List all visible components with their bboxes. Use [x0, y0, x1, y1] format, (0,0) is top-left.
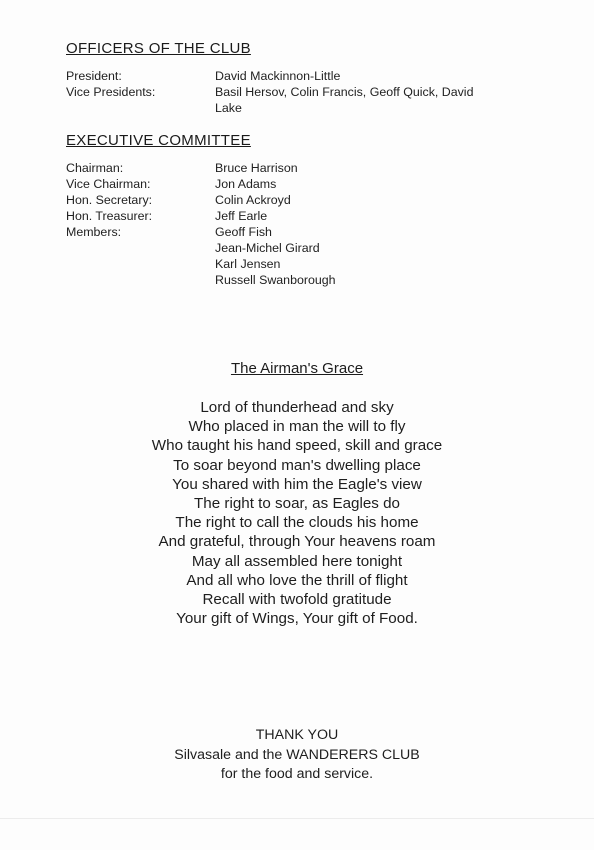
poem-line: Your gift of Wings, Your gift of Food. [176, 610, 418, 628]
committee-row [66, 272, 485, 288]
committee-label: Members: [66, 225, 122, 239]
poem-line: You shared with him the Eagle's view [172, 475, 422, 493]
officer-label: Vice Presidents: [66, 85, 156, 99]
grace-title: The Airman's Grace [230, 360, 364, 377]
poem-line: The right to call the clouds his home [175, 514, 419, 532]
page-edge-divider [0, 818, 594, 819]
poem-line: Recall with twofold gratitude [202, 590, 392, 608]
executive-heading: EXECUTIVE COMMITTEE [66, 132, 251, 149]
committee-label: Hon. Secretary: [66, 193, 153, 207]
poem-line: And grateful, through Your heavens roam [158, 533, 436, 551]
committee-value: Jon Adams [215, 177, 277, 191]
committee-value: Bruce Harrison [215, 161, 298, 175]
officers-section [66, 40, 485, 116]
thanks-line: Silvasale and the WANDERERS CLUB [174, 746, 420, 763]
committee-value: Karl Jensen [215, 257, 281, 271]
committee-row [66, 160, 485, 176]
poem-line: To soar beyond man's dwelling place [173, 456, 421, 474]
committee-value: Jean-Michel Girard [215, 241, 320, 255]
grace-poem [0, 398, 594, 628]
committee-value: Geoff Fish [215, 225, 272, 239]
poem-line: May all assembled here tonight [191, 552, 403, 570]
committee-row [66, 256, 485, 272]
poem-line: Who taught his hand speed, skill and grace [151, 437, 443, 455]
committee-row [66, 208, 485, 224]
poem-line: And all who love the thrill of flight [186, 571, 408, 589]
committee-row [66, 240, 485, 256]
poem-line: Who placed in man the will to fly [188, 418, 406, 436]
executive-section [66, 132, 485, 288]
poem-line: Lord of thunderhead and sky [200, 399, 394, 416]
committee-row [66, 176, 485, 192]
committee-label: Vice Chairman: [66, 177, 151, 191]
officer-row-president [66, 68, 485, 84]
committee-label [66, 240, 215, 256]
committee-value: Colin Ackroyd [215, 193, 291, 207]
officer-value: Basil Hersov, Colin Francis, Geoff Quick, David Lake [215, 85, 474, 115]
committee-label [66, 256, 215, 272]
committee-label [66, 272, 215, 288]
committee-row [66, 192, 485, 208]
thanks-block [0, 726, 594, 785]
thanks-line: for the food and service. [220, 766, 374, 782]
officer-value: David Mackinnon-Little [215, 69, 341, 83]
poem-line: The right to soar, as Eagles do [194, 494, 400, 512]
officers-heading: OFFICERS OF THE CLUB [66, 40, 251, 57]
committee-value: Jeff Earle [215, 209, 268, 223]
thanks-heading: THANK YOU [255, 727, 339, 743]
committee-row [66, 224, 485, 240]
committee-label: Chairman: [66, 161, 124, 175]
committee-label: Hon. Treasurer: [66, 209, 153, 223]
committee-value: Russell Swanborough [215, 273, 336, 287]
officer-label: President: [66, 69, 122, 83]
officer-row-vice-presidents [66, 84, 485, 116]
